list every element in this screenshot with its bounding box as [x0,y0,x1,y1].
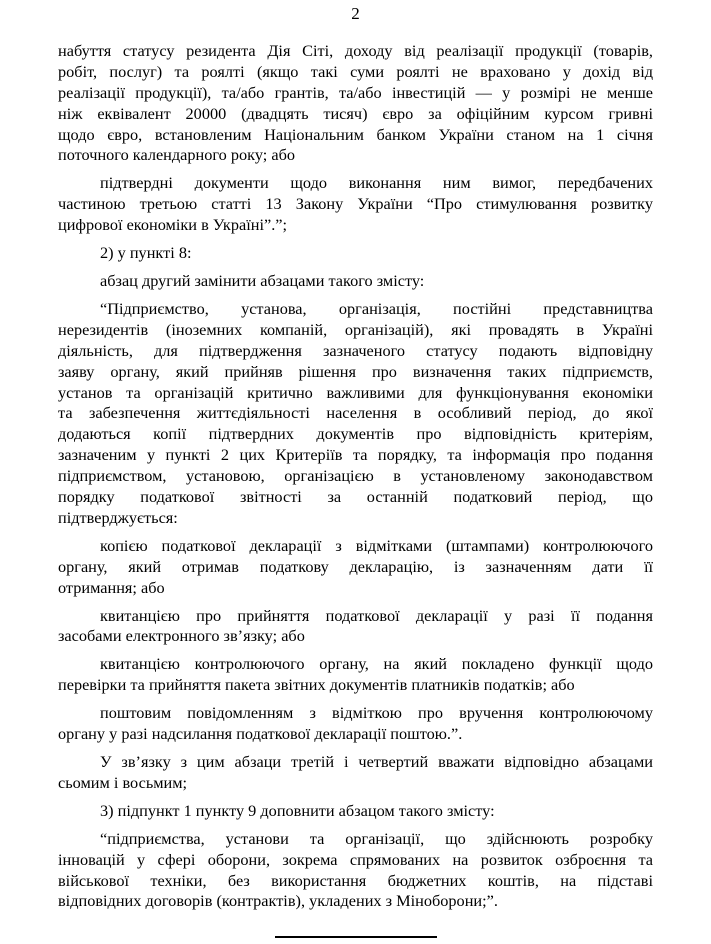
page-number: 2 [351,4,360,23]
paragraph [58,606,653,648]
paragraph-line: військової техніки, без використання бюджетних коштів, на підставі [58,870,653,890]
paragraph [58,703,653,745]
footnote-divider [275,936,437,938]
paragraph-line: установ та організацій критично важливими для функціонування економіки [58,382,653,402]
paragraph [58,173,653,236]
paragraph-line: реалізації продукції), та/або грантів, та/або інвестицій — у розмірі не менше [58,82,653,102]
paragraph-line: підприємством, установою, організацією в установленому законодавством [58,466,653,486]
paragraph-line: “Підприємство, установа, організація, постійні представництва [100,298,653,318]
paragraph [58,299,653,529]
paragraph [58,243,653,264]
paragraph-line: частиною третьою статті 13 Закону України “Про стимулювання розвитку [58,194,653,214]
paragraph-line: абзац другий замінити абзацами такого змісту: [100,270,425,290]
paragraph-line: та забезпечення життєдіяльності населення в особливий період, до якої [58,403,653,423]
paragraph-line: У зв’язку з цим абзаци третій і четвертий вважати відповідно абзацами [100,752,653,771]
paragraph [58,271,653,292]
paragraph-line: цифрової економіки в Україні”.”; [58,215,288,235]
paragraph-line: набуття статусу резидента Дія Сіті, доходу від реалізації продукції (товарів, [58,40,653,60]
paragraph-line: перевірки та прийняття пакета звітних документів платників податків; або [58,675,575,695]
paragraph [58,829,653,913]
paragraph-line: поточного календарного року; або [58,145,295,165]
paragraph-line: копією податкової декларації з відмітками (штампами) контролюючого [100,535,653,555]
paragraph-line: органу у разі надсилання податкової декларації поштою.”. [58,724,463,744]
paragraph-line: відповідних договорів (контрактів), укладених з Міноборони;”. [58,891,498,911]
document-body [58,41,653,912]
paragraph-line: 3) підпункт 1 пункту 9 доповнити абзацом такого змісту: [100,800,495,820]
paragraph-line: робіт, послуг) та роялті (якщо такі суми роялті не враховано у дохід від [58,61,653,81]
paragraph-line: сьомим і восьмим; [58,772,188,792]
paragraph-line: інновацій у сфері оборони, зокрема спрямованих на розвиток озброєння та [58,849,653,869]
paragraph-line: нерезидентів (іноземних компаній, організацій), які провадять в Україні [58,319,653,339]
paragraph-line: поштовим повідомленням з відміткою про вручення контролюючому [100,703,653,723]
paragraph [58,801,653,822]
paragraph-line: підтверджується: [58,507,178,527]
paragraph [58,41,653,166]
paragraph-line: квитанцією про прийняття податкової декларації у разі її подання [100,605,653,625]
paragraph-line: “підприємства, установи та організації, що здійснюють розробку [100,828,653,848]
paragraph-line: засобами електронного зв’язку; або [58,626,305,646]
paragraph-line: органу, який отримав податкову декларацію, із зазначенням дати її [58,556,653,576]
paragraph-line: діяльність, для підтвердження зазначеного статусу подають відповідну [58,340,653,360]
paragraph [58,536,653,599]
paragraph-line: квитанцією контролюючого органу, на який покладено функції щодо [100,654,653,674]
paragraph [58,752,653,794]
paragraph-line: порядку податкової звітності за останній податковий період, що [58,487,653,507]
paragraph-line: щодо євро, встановленим Національним банком України станом на 1 січня [58,124,653,144]
paragraph-line: ніж еквівалент 20000 (двадцять тисяч) євро за офіційним курсом гривні [58,103,653,123]
paragraph-line: заяву органу, який прийняв рішення про визначення таких підприємств, [58,361,653,381]
paragraph [58,654,653,696]
paragraph-line: отримання; або [58,577,165,597]
paragraph-line: зазначеним у пункті 2 цих Критеріїв та порядку, та інформація про подання [58,445,653,465]
paragraph-line: підтвердні документи щодо виконання ним вимог, передбачених [100,173,653,193]
paragraph-line: 2) у пункті 8: [100,243,192,263]
paragraph-line: додаються копії підтвердних документів про відповідність критеріям, [58,424,653,444]
